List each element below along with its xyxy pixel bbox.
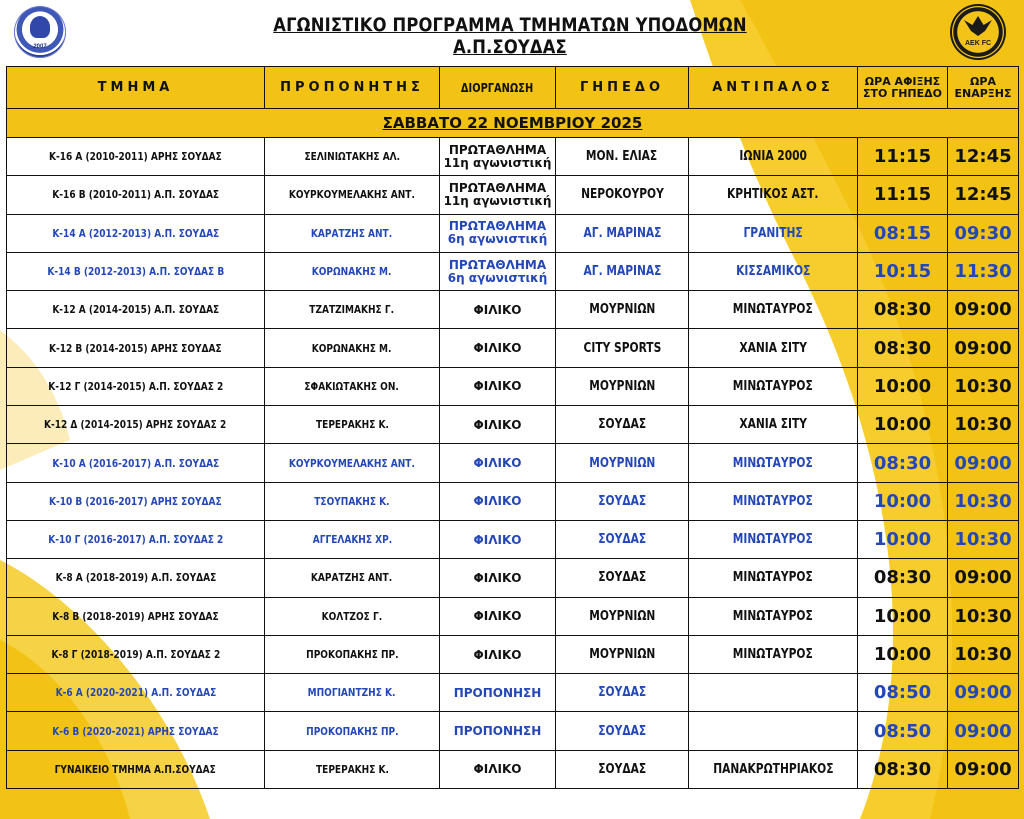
opponent-cell (689, 406, 858, 444)
field-name: CITY SPORTS (583, 340, 661, 356)
field-name: ΜΟΥΡΝΙΩΝ (588, 455, 656, 471)
field-cell (556, 214, 689, 252)
start-time: 12:45 (948, 176, 1019, 214)
table-row (7, 176, 1019, 214)
field-cell (556, 406, 689, 444)
organization-type: ΠΡΩΤΑΘΛΗΜΑ (448, 142, 547, 157)
field-cell (556, 329, 689, 367)
club-logo-left (14, 6, 66, 58)
organization-type: ΦΙΛΙΚΟ (473, 762, 522, 777)
field-name: ΣΟΥΔΑΣ (598, 761, 646, 777)
table-row (7, 635, 1019, 673)
spartan-helmet-icon (30, 16, 50, 38)
field-name: ΝΕΡΟΚΟΥΡΟΥ (580, 187, 664, 203)
opponent-cell (689, 329, 858, 367)
opponent-cell (689, 597, 858, 635)
field-cell (556, 176, 689, 214)
table-row (7, 712, 1019, 750)
arrival-time: 08:50 (858, 712, 948, 750)
field-cell (556, 252, 689, 290)
coach-name: ΚΑΡΑΤΖΗΣ ΑΝΤ. (311, 226, 393, 240)
opponent-cell (689, 750, 858, 788)
opponent-name: ΜΙΝΩΤΑΥΡΟΣ (733, 570, 813, 586)
team-cell (7, 750, 265, 788)
organization-cell (440, 712, 556, 750)
opponent-name: ΜΙΝΩΤΑΥΡΟΣ (733, 493, 813, 509)
team-cell (7, 674, 265, 712)
field-name: ΜΟΥΡΝΙΩΝ (588, 302, 656, 318)
start-time: 09:00 (948, 444, 1019, 482)
header-arrival-line1: ΩΡΑ ΑΦΙΞΗΣ (864, 74, 941, 88)
coach-name: ΤΖΑΤΖΙΜΑΚΗΣ Γ. (309, 303, 395, 317)
organization-type: ΦΙΛΙΚΟ (473, 302, 522, 317)
team-name: Κ-12 Γ (2014-2015) Α.Π. ΣΟΥΔΑΣ 2 (47, 379, 224, 393)
arrival-time: 10:00 (858, 635, 948, 673)
table-row (7, 559, 1019, 597)
coach-name: ΤΕΡΕΡΑΚΗΣ Κ. (315, 762, 389, 776)
opponent-cell (689, 520, 858, 558)
organization-cell (440, 406, 556, 444)
organization-type: ΠΡΟΠΟΝΗΣΗ (453, 724, 542, 739)
organization-type: ΦΙΛΙΚΟ (473, 609, 522, 624)
opponent-name: ΜΙΝΩΤΑΥΡΟΣ (733, 608, 813, 624)
opponent-name: ΧΑΝΙΑ ΣΙΤΥ (739, 417, 807, 433)
start-time: 10:30 (948, 597, 1019, 635)
coach-cell (265, 138, 440, 176)
coach-cell (265, 406, 440, 444)
organization-type: ΦΙΛΙΚΟ (473, 532, 522, 547)
start-time: 10:30 (948, 406, 1019, 444)
matchday: 11η αγωνιστική (443, 155, 552, 170)
organization-type: ΦΙΛΙΚΟ (473, 456, 522, 471)
opponent-cell (689, 635, 858, 673)
opponent-cell (689, 444, 858, 482)
arrival-time: 08:30 (858, 750, 948, 788)
coach-name: ΚΟΛΤΖΟΣ Γ. (321, 609, 383, 623)
opponent-name: ΜΙΝΩΤΑΥΡΟΣ (733, 532, 813, 548)
table-row (7, 367, 1019, 405)
field-cell (556, 482, 689, 520)
organization-cell (440, 635, 556, 673)
start-time: 09:00 (948, 712, 1019, 750)
field-cell (556, 367, 689, 405)
organization-type: ΦΙΛΙΚΟ (473, 494, 522, 509)
organization-type: ΠΡΩΤΑΘΛΗΜΑ (448, 180, 547, 195)
opponent-cell (689, 252, 858, 290)
opponent-name: ΙΩΝΙΑ 2000 (739, 149, 807, 165)
arrival-time: 08:15 (858, 214, 948, 252)
organization-type: ΦΙΛΙΚΟ (473, 647, 522, 662)
header-opponent: ΑΝΤΙΠΑΛΟΣ (689, 67, 858, 109)
coach-cell (265, 444, 440, 482)
team-name: ΓΥΝΑΙΚΕΙΟ ΤΜΗΜΑ Α.Π.ΣΟΥΔΑΣ (54, 762, 217, 776)
team-cell (7, 444, 265, 482)
table-row (7, 444, 1019, 482)
start-time: 09:30 (948, 214, 1019, 252)
table-row (7, 138, 1019, 176)
field-cell (556, 712, 689, 750)
table-row (7, 674, 1019, 712)
team-cell (7, 597, 265, 635)
team-name: Κ-16 Α (2010-2011) ΑΡΗΣ ΣΟΥΔΑΣ (49, 150, 222, 164)
table-row (7, 520, 1019, 558)
field-cell (556, 559, 689, 597)
coach-cell (265, 252, 440, 290)
team-cell (7, 635, 265, 673)
team-name: Κ-6 Α (2020-2021) Α.Π. ΣΟΥΔΑΣ (55, 686, 216, 700)
coach-name: ΤΣΟΥΠΑΚΗΣ Κ. (314, 494, 390, 508)
table-row (7, 291, 1019, 329)
team-name: Κ-12 Α (2014-2015) Α.Π. ΣΟΥΔΑΣ (52, 303, 219, 317)
opponent-name: ΚΡΗΤΙΚΟΣ ΑΣΤ. (727, 187, 819, 203)
coach-cell (265, 635, 440, 673)
organization-cell (440, 597, 556, 635)
organization-cell (440, 291, 556, 329)
team-name: Κ-10 Γ (2016-2017) Α.Π. ΣΟΥΔΑΣ 2 (47, 533, 224, 547)
opponent-cell (689, 367, 858, 405)
opponent-cell (689, 674, 858, 712)
start-time: 10:30 (948, 367, 1019, 405)
team-name: Κ-6 Β (2020-2021) ΑΡΗΣ ΣΟΥΔΑΣ (52, 724, 219, 738)
header-organization-label: ΔΙΟΡΓΑΝΩΣΗ (461, 80, 534, 95)
arrival-time: 08:30 (858, 444, 948, 482)
team-name: Κ-14 Α (2012-2013) Α.Π. ΣΟΥΔΑΣ (52, 226, 219, 240)
table-row (7, 214, 1019, 252)
field-name: ΣΟΥΔΑΣ (598, 723, 646, 739)
team-cell (7, 559, 265, 597)
organization-cell (440, 214, 556, 252)
field-cell (556, 138, 689, 176)
header-start-line1: ΩΡΑ (970, 74, 996, 88)
team-name: Κ-10 Α (2016-2017) Α.Π. ΣΟΥΔΑΣ (52, 456, 219, 470)
coach-name: ΚΟΡΩΝΑΚΗΣ Μ. (312, 341, 392, 355)
start-time: 09:00 (948, 291, 1019, 329)
organization-type: ΦΙΛΙΚΟ (473, 417, 522, 432)
organization-cell (440, 367, 556, 405)
team-cell (7, 176, 265, 214)
coach-name: ΣΦΑΚΙΩΤΑΚΗΣ ΟΝ. (304, 379, 400, 393)
team-name: Κ-8 Α (2018-2019) Α.Π. ΣΟΥΔΑΣ (55, 571, 216, 585)
table-row (7, 750, 1019, 788)
coach-name: ΚΟΥΡΚΟΥΜΕΛΑΚΗΣ ΑΝΤ. (288, 188, 416, 202)
team-name: Κ-12 Δ (2014-2015) ΑΡΗΣ ΣΟΥΔΑΣ 2 (44, 418, 227, 432)
coach-name: ΣΕΛΙΝΙΩΤΑΚΗΣ ΑΛ. (304, 150, 400, 164)
arrival-time: 11:15 (858, 176, 948, 214)
field-name: ΑΓ. ΜΑΡΙΝΑΣ (583, 225, 661, 241)
table-header-row (7, 67, 1019, 109)
opponent-name: ΓΡΑΝΙΤΗΣ (743, 225, 803, 241)
table-row (7, 406, 1019, 444)
start-time: 09:00 (948, 329, 1019, 367)
coach-name: ΜΠΟΓΙΑΝΤΖΗΣ Κ. (308, 686, 396, 700)
opponent-cell (689, 176, 858, 214)
field-name: ΣΟΥΔΑΣ (598, 417, 646, 433)
field-name: ΜΟΥΡΝΙΩΝ (588, 378, 656, 394)
opponent-name: ΠΑΝΑΚΡΩΤΗΡΙΑΚΟΣ (712, 761, 834, 777)
arrival-time: 08:50 (858, 674, 948, 712)
coach-name: ΚΟΥΡΚΟΥΜΕΛΑΚΗΣ ΑΝΤ. (288, 456, 416, 470)
header-organization (440, 67, 556, 109)
table-row (7, 597, 1019, 635)
date-row (7, 109, 1019, 138)
arrival-time: 10:00 (858, 406, 948, 444)
organization-cell (440, 444, 556, 482)
coach-cell (265, 176, 440, 214)
team-name: Κ-12 Β (2014-2015) ΑΡΗΣ ΣΟΥΔΑΣ (49, 341, 222, 355)
organization-type: ΠΡΩΤΑΘΛΗΜΑ (448, 257, 547, 272)
page-title: ΑΓΩΝΙΣΤΙΚΟ ΠΡΟΓΡΑΜΜΑ ΤΜΗΜΑΤΩΝ ΥΠΟΔΟΜΩΝ Α.Π.ΣΟΥΔΑΣ (273, 14, 747, 58)
field-name: ΣΟΥΔΑΣ (598, 532, 646, 548)
team-name: Κ-8 Γ (2018-2019) Α.Π. ΣΟΥΔΑΣ 2 (51, 648, 220, 661)
arrival-time: 10:00 (858, 520, 948, 558)
coach-cell (265, 750, 440, 788)
opponent-cell (689, 559, 858, 597)
field-cell (556, 635, 689, 673)
opponent-name: ΜΙΝΩΤΑΥΡΟΣ (733, 455, 813, 471)
field-name: ΣΟΥΔΑΣ (598, 570, 646, 586)
organization-cell (440, 138, 556, 176)
coach-name: ΚΟΡΩΝΑΚΗΣ Μ. (312, 265, 392, 279)
team-name: Κ-10 Β (2016-2017) ΑΡΗΣ ΣΟΥΔΑΣ (49, 494, 222, 508)
organization-cell (440, 750, 556, 788)
team-cell (7, 291, 265, 329)
opponent-name: ΧΑΝΙΑ ΣΙΤΥ (739, 340, 807, 356)
matchday: 11η αγωνιστική (443, 193, 552, 208)
organization-cell (440, 559, 556, 597)
team-cell (7, 329, 265, 367)
start-time: 09:00 (948, 559, 1019, 597)
arrival-time: 10:00 (858, 482, 948, 520)
schedule-table (6, 66, 1019, 789)
aek-logo-right (950, 4, 1006, 60)
header-start-line2: ΕΝΑΡΞΗΣ (954, 86, 1012, 100)
coach-cell (265, 559, 440, 597)
field-name: ΣΟΥΔΑΣ (598, 685, 646, 701)
arrival-time: 08:30 (858, 559, 948, 597)
team-cell (7, 520, 265, 558)
opponent-cell (689, 482, 858, 520)
start-time: 10:30 (948, 482, 1019, 520)
opponent-name: ΜΙΝΩΤΑΥΡΟΣ (733, 302, 813, 318)
header-arrival-line2: ΣΤΟ ΓΗΠΕΔΟ (863, 86, 942, 100)
header-field: ΓΗΠΕΔΟ (556, 67, 689, 109)
coach-cell (265, 291, 440, 329)
coach-name: ΤΕΡΕΡΑΚΗΣ Κ. (315, 418, 389, 432)
team-name: Κ-16 Β (2010-2011) Α.Π. ΣΟΥΔΑΣ (52, 188, 219, 202)
arrival-time: 10:00 (858, 367, 948, 405)
coach-name: ΚΑΡΑΤΖΗΣ ΑΝΤ. (311, 571, 393, 585)
coach-name: ΠΡΟΚΟΠΑΚΗΣ ΠΡ. (305, 724, 399, 738)
organization-cell (440, 329, 556, 367)
organization-type: ΦΙΛΙΚΟ (473, 341, 522, 356)
coach-cell (265, 597, 440, 635)
table-row (7, 329, 1019, 367)
organization-cell (440, 252, 556, 290)
coach-cell (265, 367, 440, 405)
table-row (7, 482, 1019, 520)
field-cell (556, 291, 689, 329)
organization-cell (440, 482, 556, 520)
team-cell (7, 367, 265, 405)
opponent-cell (689, 712, 858, 750)
coach-cell (265, 482, 440, 520)
coach-cell (265, 674, 440, 712)
organization-cell (440, 520, 556, 558)
aek-logo-text: AEK FC (964, 40, 992, 47)
field-cell (556, 674, 689, 712)
opponent-cell (689, 214, 858, 252)
matchday: 6η αγωνιστική (447, 232, 548, 247)
field-name: ΜΟΥΡΝΙΩΝ (588, 608, 656, 624)
start-time: 11:30 (948, 252, 1019, 290)
field-cell (556, 520, 689, 558)
organization-cell (440, 674, 556, 712)
start-time: 09:00 (948, 750, 1019, 788)
opponent-name: ΜΙΝΩΤΑΥΡΟΣ (733, 378, 813, 394)
team-cell (7, 406, 265, 444)
arrival-time: 08:30 (858, 291, 948, 329)
table-row (7, 252, 1019, 290)
opponent-name: ΚΙΣΣΑΜΙΚΟΣ (735, 264, 811, 280)
header-team: ΤΜΗΜΑ (7, 67, 265, 109)
header-start (948, 67, 1019, 109)
team-name: Κ-14 Β (2012-2013) Α.Π. ΣΟΥΔΑΣ Β (47, 265, 224, 279)
team-name: Κ-8 Β (2018-2019) ΑΡΗΣ ΣΟΥΔΑΣ (52, 609, 219, 623)
opponent-cell (689, 291, 858, 329)
organization-cell (440, 176, 556, 214)
start-time: 09:00 (948, 674, 1019, 712)
field-name: ΣΟΥΔΑΣ (598, 493, 646, 509)
arrival-time: 10:00 (858, 597, 948, 635)
matchday: 6η αγωνιστική (447, 270, 548, 285)
arrival-time: 08:30 (858, 329, 948, 367)
field-cell (556, 597, 689, 635)
club-logo-year: 2007 (33, 44, 47, 50)
coach-name: ΠΡΟΚΟΠΑΚΗΣ ΠΡ. (305, 648, 399, 661)
coach-cell (265, 214, 440, 252)
field-cell (556, 750, 689, 788)
coach-name: ΑΓΓΕΛΑΚΗΣ ΧΡ. (312, 533, 392, 547)
team-cell (7, 482, 265, 520)
field-name: ΜΟΥΡΝΙΩΝ (588, 647, 656, 662)
team-cell (7, 214, 265, 252)
organization-type: ΦΙΛΙΚΟ (473, 379, 522, 394)
organization-type: ΠΡΩΤΑΘΛΗΜΑ (448, 219, 547, 234)
start-time: 12:45 (948, 138, 1019, 176)
eagle-icon (964, 16, 992, 36)
team-cell (7, 252, 265, 290)
coach-cell (265, 329, 440, 367)
organization-type: ΦΙΛΙΚΟ (473, 570, 522, 585)
organization-type: ΠΡΟΠΟΝΗΣΗ (453, 685, 542, 700)
arrival-time: 11:15 (858, 138, 948, 176)
arrival-time: 10:15 (858, 252, 948, 290)
field-cell (556, 444, 689, 482)
team-cell (7, 712, 265, 750)
header-coach: ΠΡΟΠΟΝΗΤΗΣ (265, 67, 440, 109)
field-name: ΜΟΝ. ΕΛΙΑΣ (586, 149, 658, 165)
coach-cell (265, 520, 440, 558)
start-time: 10:30 (948, 520, 1019, 558)
team-cell (7, 138, 265, 176)
opponent-cell (689, 138, 858, 176)
start-time: 10:30 (948, 635, 1019, 673)
opponent-name: ΜΙΝΩΤΑΥΡΟΣ (733, 647, 813, 662)
coach-cell (265, 712, 440, 750)
match-date: ΣΑΒΒΑΤΟ 22 ΝΟΕΜΒΡΙΟΥ 2025 (7, 109, 1019, 138)
field-name: ΑΓ. ΜΑΡΙΝΑΣ (583, 264, 661, 280)
header-arrival (858, 67, 948, 109)
